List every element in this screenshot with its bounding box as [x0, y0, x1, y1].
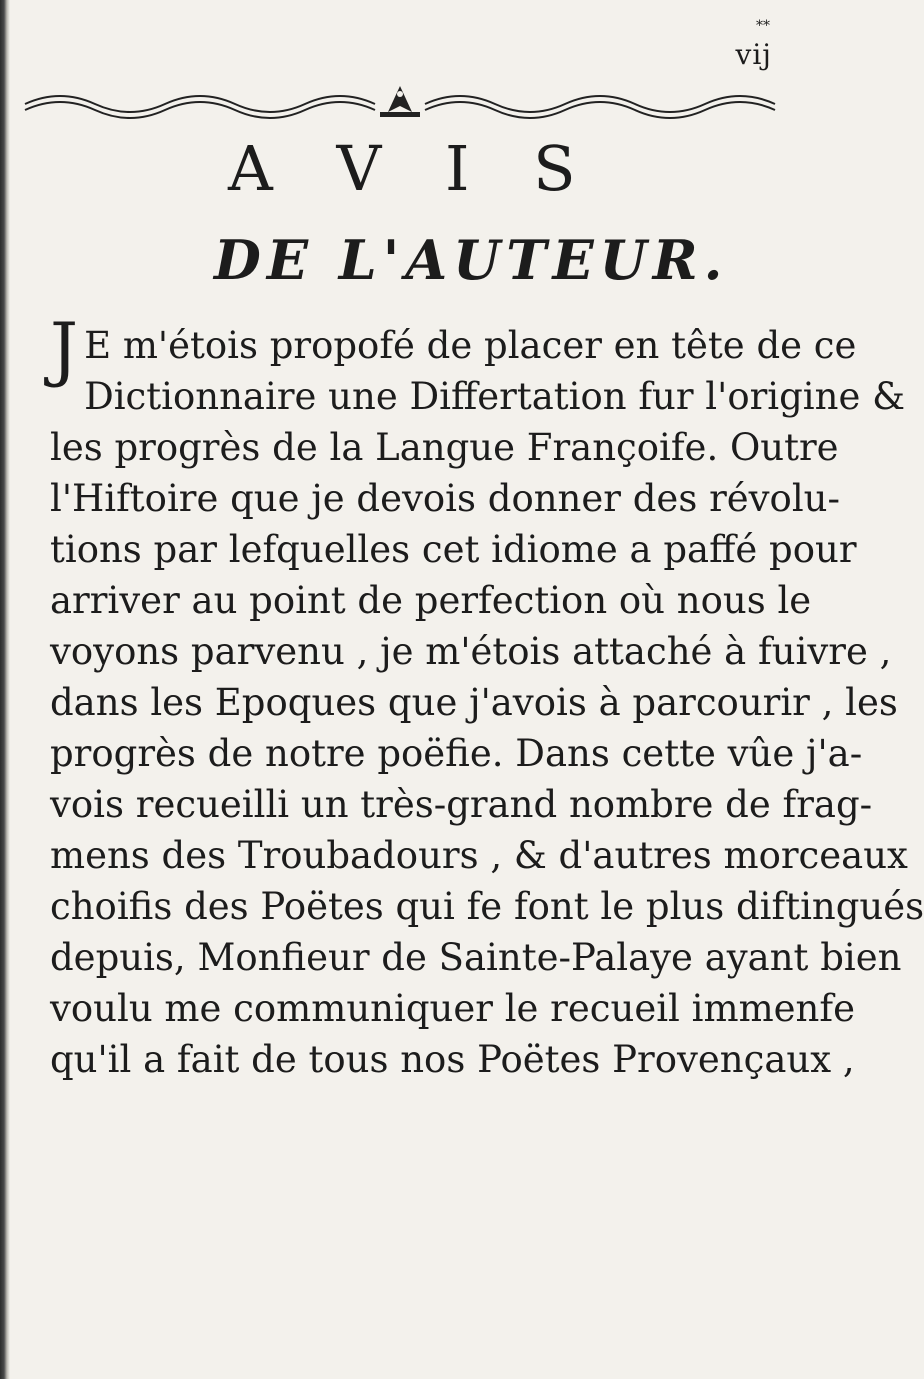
text-line: tions par lefquelles cet idiome a paffé pour: [50, 528, 857, 571]
text-line-content: E m'étois propofé de placer en tête de ce: [84, 324, 857, 367]
text-line: les progrès de la Langue Françoife. Outre: [50, 426, 839, 469]
signature-marks: **: [756, 18, 770, 34]
page-subtitle: DE L'AUTEUR.: [214, 228, 729, 292]
text-line: qu'il a fait de tous nos Poëtes Provençaux ,: [50, 1038, 855, 1081]
text-line: voyons parvenu , je m'étois attaché à fuivre ,: [50, 630, 892, 673]
text-line: vois recueilli un très-grand nombre de frag-: [50, 783, 873, 826]
page-number: vij: [735, 38, 772, 71]
text-line: mens des Troubadours , & d'autres morceaux: [50, 834, 908, 877]
text-line: choifis des Poëtes qui fe font le plus diftingués: [50, 885, 924, 928]
text-line: progrès de notre poëfie. Dans cette vûe j'a-: [50, 732, 863, 775]
text-line: Dictionnaire une Differtation fur l'origine &: [84, 375, 906, 418]
text-line: depuis, Monfieur de Sainte-Palaye ayant bien: [50, 936, 902, 979]
text-line: arriver au point de perfection où nous le: [50, 579, 812, 622]
page-title: A V I S: [228, 132, 598, 205]
text-line: [50, 308, 857, 390]
binding-gutter: [0, 0, 10, 1379]
decorative-ornament-band: [20, 82, 780, 122]
text-line: l'Hiftoire que je devois donner des révolu-: [50, 477, 840, 520]
body-text: [50, 308, 924, 1085]
drop-cap: J: [50, 308, 79, 390]
text-line: dans les Epoques que j'avois à parcourir , les: [50, 681, 898, 724]
text-line: voulu me communiquer le recueil immenfe: [50, 987, 855, 1030]
